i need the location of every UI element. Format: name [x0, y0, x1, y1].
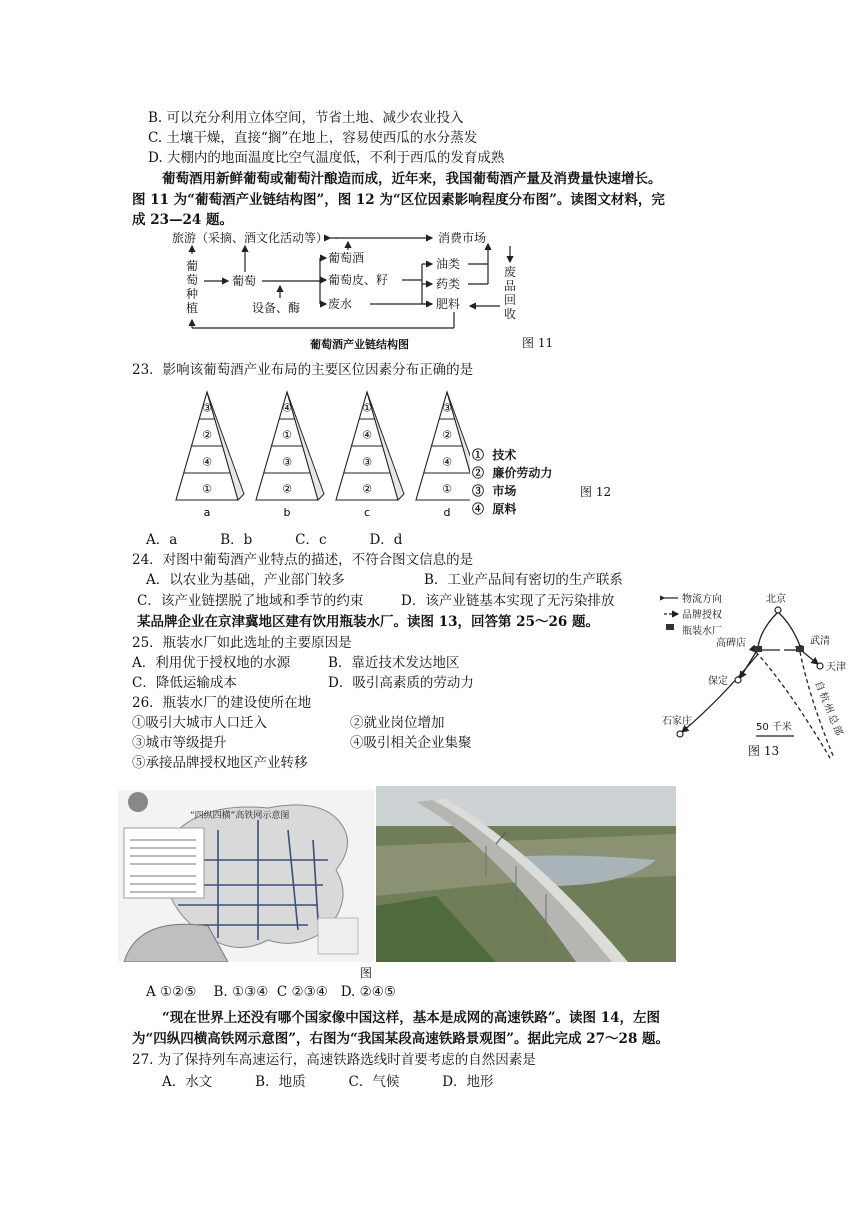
svg-text:州: 州 [821, 701, 836, 716]
fig13-wuqing: 武清 [810, 636, 830, 647]
intro-27-line1: “现在世界上还没有哪个国家像中国这样，基本是成网的高速铁路”。读图 14，左图 [162, 1010, 661, 1026]
pyramid-b-level-3: ③ [282, 455, 292, 469]
fig11-equipment: 设备、酶 [252, 301, 301, 315]
q24-option-d: D．该产业链基本实现了无污染排放 [401, 593, 615, 609]
figure-14-photo [376, 786, 676, 962]
fig13-label: 图 13 [748, 744, 780, 758]
fig11-tourism: 旅游（采摘、酒文化活动等） [172, 231, 329, 245]
q22-option-d: D. 大棚内的地面温度比空气温度低，不利于西瓜的发育成熟 [148, 150, 505, 166]
pyramid-d-level-3: ④ [442, 455, 452, 469]
pyramid-label-d: d [443, 506, 451, 519]
fig11-recycle-4: 收 [504, 307, 517, 321]
fig12-label: 图 12 [580, 485, 612, 499]
q26-answer-options: A ①②⑤ B. ①③④ C ②③④ D. ②④⑤ [146, 984, 396, 1000]
route-wuqing-tianjin [803, 652, 818, 664]
fig11-caption: 葡萄酒产业链结构图 [310, 338, 409, 351]
pyramid-c [336, 392, 404, 519]
pyramid-label-a: a [203, 506, 211, 519]
pyramid-a-level-2: ② [202, 428, 212, 442]
fig13-tianjin: 天津 [826, 662, 846, 673]
fig13-legend-flow: 物流方向 [682, 594, 722, 605]
plant-gaobeidian [754, 646, 762, 652]
city-beijing [775, 607, 781, 613]
fig11-market: 消费市场 [438, 231, 487, 245]
fig11-grape: 葡萄 [232, 274, 257, 288]
plant-wuqing [796, 646, 804, 652]
fig12-legend-2: ② 廉价劳动力 [472, 466, 553, 480]
pyramid-a-level-3: ④ [202, 455, 212, 469]
pyramid-b [256, 392, 324, 519]
figure-12 [170, 382, 470, 522]
fig13-legend-plant: 瓶装水厂 [682, 626, 722, 637]
q22-option-b: B. 可以充分利用立体空间，节省土地、减少农业投入 [148, 110, 464, 126]
q26-option-1: ①吸引大城市人口迁入 [132, 715, 267, 731]
pyramid-d [416, 392, 470, 519]
legend-plant-icon [666, 624, 674, 630]
svg-text:杭: 杭 [816, 690, 831, 705]
fig13-baoding: 保定 [708, 676, 728, 687]
fig12-legend [472, 446, 552, 518]
fig13-beijing: 北京 [766, 594, 786, 605]
fig11-planting-2: 萄 [186, 273, 199, 287]
q25-option-d: D．吸引高素质的劳动力 [328, 675, 474, 691]
pyramid-a-level-1: ③ [202, 401, 212, 415]
q27-stem: 27. 为了保持列车高速运行，高速铁路选线时首要考虑的自然因素是 [132, 1052, 536, 1068]
pyramid-c-level-3: ③ [362, 455, 372, 469]
q24-stem: 24．对图中葡萄酒产业特点的描述，不符合图文信息的是 [132, 552, 474, 568]
pyramid-label-b: b [283, 506, 291, 519]
svg-text:自: 自 [812, 679, 827, 693]
fig11-planting-3: 种 [186, 287, 199, 301]
route-beijing-wuqing [778, 612, 800, 646]
fig11-fertilizer: 肥料 [436, 297, 461, 311]
q25-option-b: B．靠近技术发达地区 [328, 655, 460, 671]
q25-option-c: C．降低运输成本 [132, 675, 237, 691]
pyramid-b-level-4: ② [282, 482, 292, 496]
fig12-legend-4: ④ 原料 [472, 502, 517, 516]
fig13-legend-license: 品牌授权 [682, 610, 722, 621]
q23-options: A．a B．b C．c D．d [146, 532, 403, 548]
fig11-recycle-2: 品 [504, 279, 517, 293]
fig12-legend-1: ① 技术 [472, 448, 517, 462]
route-gaobeidian-shijiazhuang [682, 654, 758, 732]
svg-text:部: 部 [830, 724, 845, 738]
pyramid-d-level-1: ③ [442, 401, 452, 415]
q25-option-a: A．利用优于授权地的水源 [132, 655, 291, 671]
q23-stem: 23．影响该葡萄酒产业布局的主要区位因素分布正确的是 [132, 362, 474, 378]
figure-12-pyramids [170, 382, 470, 522]
pyramid-a [176, 392, 244, 519]
q26-option-3: ③城市等级提升 [132, 735, 227, 751]
svg-text:总: 总 [825, 712, 840, 727]
intro-23-line2: 图 11 为“葡萄酒产业链结构图”，图 12 为“区位因素影响程度分布图”。读图文材料，完 [132, 192, 665, 208]
fig13-gaobeidian: 高碑店 [716, 638, 746, 649]
q26-option-5: ⑤承接品牌授权地区产业转移 [132, 755, 308, 771]
fig11-recycle-1: 废 [504, 265, 517, 279]
intro-25: 某品牌企业在京津冀地区建有饮用瓶装水厂。读图 13，回答第 25～26 题。 [137, 614, 599, 630]
fig13-scale: 50 千米 [756, 722, 792, 733]
fig11-planting-4: 植 [186, 301, 199, 315]
pyramid-label-c: c [363, 506, 371, 519]
intro-27-line2: 为“四纵四横高铁网示意图”，右图为“我国某段高速铁路景观图”。据此完成 27～28 题。 [132, 1031, 670, 1047]
city-tianjin [817, 663, 823, 669]
route-beijing-gaobeidian [758, 612, 778, 648]
city-shijiazhuang [677, 731, 683, 737]
figure-14-map [118, 790, 374, 962]
q24-option-a: A．以农业为基础，产业部门较多 [146, 572, 345, 588]
q22-option-c: C. 土壤干燥，直接“搁”在地上，容易使西瓜的水分蒸发 [148, 130, 478, 146]
q26-stem: 26．瓶装水厂的建设使所在地 [132, 695, 312, 711]
fig11-skin: 葡萄皮、籽 [328, 273, 389, 287]
q27-options: A．水文 B．地质 C．气候 D．地形 [162, 1074, 494, 1090]
fig11-oil: 油类 [436, 257, 461, 271]
intro-23-line3: 成 23—24 题。 [132, 212, 233, 228]
pyramid-c-level-4: ② [362, 482, 372, 496]
fig11-medicine: 药类 [436, 277, 461, 291]
pyramid-d-level-4: ① [442, 482, 452, 496]
pyramid-c-level-1: ① [362, 401, 372, 415]
fig11-label: 图 11 [522, 336, 554, 350]
fig11-planting-1: 葡 [186, 259, 199, 273]
q26-option-2: ②就业岗位增加 [350, 715, 445, 731]
fig14-caption: 图 [360, 966, 373, 980]
fig11-wine: 葡萄酒 [328, 251, 365, 265]
pyramid-a-level-4: ① [202, 482, 212, 496]
pyramid-c-level-2: ④ [362, 428, 372, 442]
intro-23-line1: 葡萄酒用新鲜葡萄或葡萄汁酿造而成，近年来，我国葡萄酒产量及消费量快速增长。 [162, 171, 662, 187]
fig12-legend-3: ③ 市场 [472, 484, 517, 498]
city-baoding [735, 677, 741, 683]
q26-option-4: ④吸引相关企业集聚 [350, 735, 472, 751]
q25-stem: 25．瓶装水厂如此选址的主要原因是 [132, 635, 352, 651]
pyramid-b-level-2: ① [282, 428, 292, 442]
q24-option-b: B．工业产品间有密切的生产联系 [424, 572, 623, 588]
pyramid-b-level-1: ④ [282, 401, 292, 415]
fig11-recycle-3: 回 [504, 293, 517, 307]
q24-option-c: C．该产业链摆脱了地域和季节的约束 [137, 593, 364, 609]
fig11-wastewater: 废水 [328, 297, 353, 311]
pyramid-d-level-2: ② [442, 428, 452, 442]
fig14-map-title: “四纵四横”高铁网示意图 [190, 811, 290, 821]
fig13-shijiazhuang: 石家庄 [662, 716, 692, 727]
